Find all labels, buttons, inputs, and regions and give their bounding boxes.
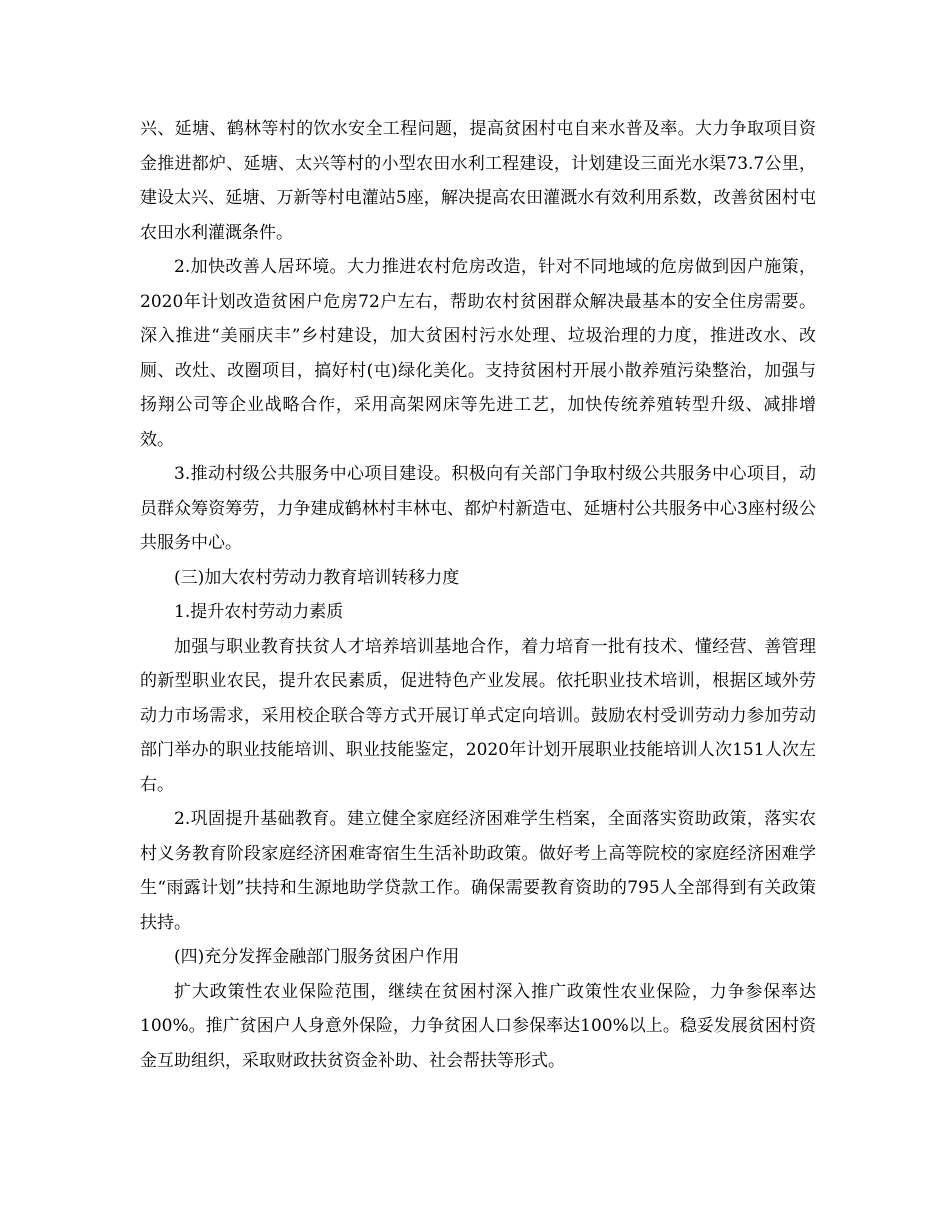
paragraph-public-service-center: 3.推动村级公共服务中心项目建设。积极向有关部门争取村级公共服务中心项目，动员群众筹资筹劳，力争建成鹤林村丰林屯、都炉村新造屯、延塘村公共服务中心3座村级公共服务中心。 [140, 464, 816, 553]
paragraph-basic-education: 2.巩固提升基础教育。建立健全家庭经济困难学生档案，全面落实资助政策，落实农村义务教育阶段家庭经济困难寄宿生生活补助政策。做好考上高等院校的家庭经济困难学生“雨露计划”扶持和生源地助学贷款工作。确保需要教育资助的795人全部得到有关政策扶持。 [140, 809, 816, 933]
subheading-labor-quality: 1.提升农村劳动力素质 [174, 602, 344, 622]
document-body [140, 112, 816, 1078]
section-heading-finance: (四)充分发挥金融部门服务贫困户作用 [174, 947, 460, 967]
paragraph-vocational-training: 加强与职业教育扶贫人才培养培训基地合作，着力培育一批有技术、懂经营、善管理的新型职业农民，提升农民素质，促进特色产业发展。依托职业技术培训，根据区域外劳动力市场需求，采用校企联合等方式开展订单式定向培训。鼓励农村受训劳动力参加劳动部门举办的职业技能培训、职业技能鉴定，2020年计划开展职业技能培训人次151人次左右。 [140, 636, 816, 795]
paragraph-living-environment: 2.加快改善人居环境。大力推进农村危房改造，针对不同地域的危房做到因户施策，2020年计划改造贫困户危房72户左右，帮助农村贫困群众解决最基本的安全住房需要。深入推进“美丽庆丰”乡村建设，加大贫困村污水处理、垃圾治理的力度，推进改水、改厕、改灶、改圈项目，搞好村(屯)绿化美化。支持贫困村开展小散养殖污染整治，加强与扬翔公司等企业战略合作，采用高架网床等先进工艺，加快传统养殖转型升级、减排增效。 [140, 257, 816, 450]
section-heading-labor-training: (三)加大农村劳动力教育培训转移力度 [174, 567, 460, 588]
paragraph-water-projects: 兴、延塘、鹤林等村的饮水安全工程问题，提高贫困村屯自来水普及率。大力争取项目资金推进都炉、延塘、太兴等村的小型农田水利工程建设，计划建设三面光水渠73.7公里，建设太兴、延塘、万新等村电灌站5座，解决提高农田灌溉水有效利用系数，改善贫困村屯农田水利灌溉条件。 [140, 119, 816, 243]
paragraph-insurance: 扩大政策性农业保险范围，继续在贫困村深入推广政策性农业保险，力争参保率达100%。推广贫困户人身意外保险，力争贫困人口参保率达100%以上。稳妥发展贫困村资金互助组织，采取财政扶贫资金补助、社会帮扶等形式。 [140, 981, 816, 1071]
